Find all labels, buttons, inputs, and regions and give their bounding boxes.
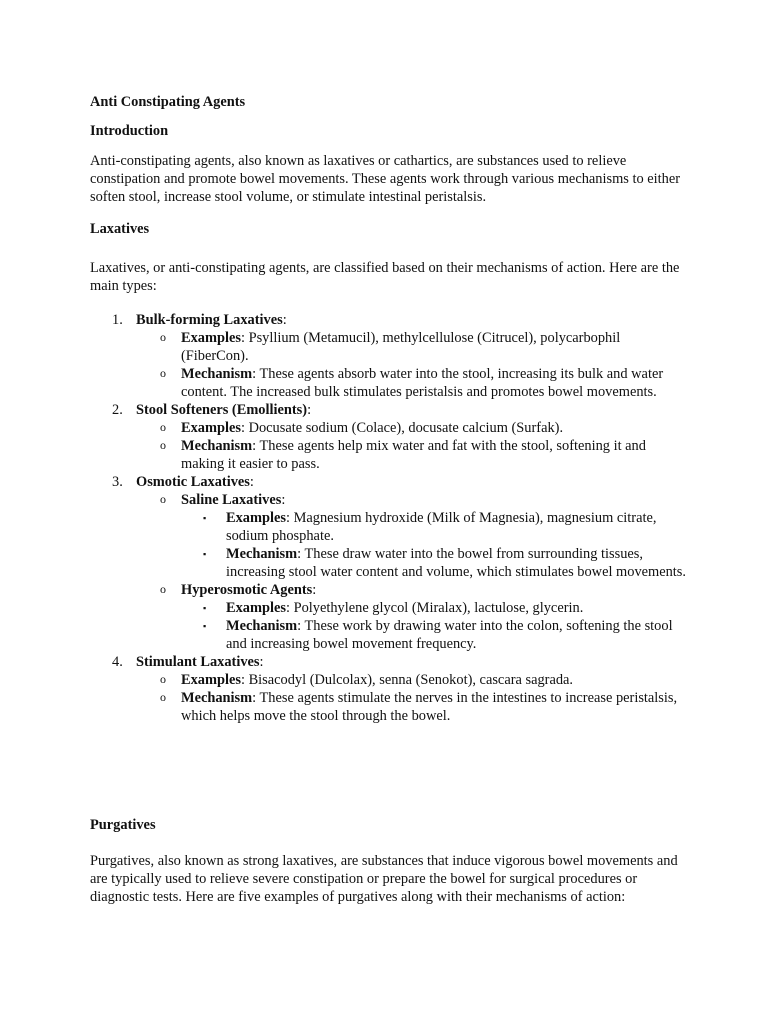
square-bullet-icon: ▪ — [203, 621, 207, 631]
list-item — [90, 599, 690, 617]
list-item — [90, 437, 690, 473]
square-bullet-icon: ▪ — [203, 549, 207, 559]
type-name: Stool Softeners (Emollients) — [136, 402, 308, 418]
subtype-name: Saline Laxatives — [181, 492, 282, 508]
examples-label: Examples — [226, 600, 286, 616]
list-item — [90, 581, 690, 599]
list-item — [90, 671, 690, 689]
mechanism-label: Mechanism — [226, 618, 298, 634]
circle-bullet-icon: o — [160, 492, 166, 506]
circle-bullet-icon: o — [160, 366, 166, 380]
laxative-types-list — [90, 311, 690, 725]
list-number: 4. — [112, 654, 123, 670]
square-bullet-icon: ▪ — [203, 513, 207, 523]
laxatives-paragraph: Laxatives, or anti-constipating agents, are classified based on their mechanisms of action. Here are the main types: — [90, 260, 680, 294]
mechanism-text: : These agents help mix water and fat with the stool, softening it and making it easier to pass. — [181, 438, 646, 472]
colon: : — [312, 582, 317, 598]
list-item — [90, 311, 690, 329]
colon: : — [307, 402, 312, 418]
purgatives-paragraph: Purgatives, also known as strong laxatives, are substances that induce vigorous bowel movements and are typically used to relieve severe constipation or prepare the bowel for surgical procedures or diagnostic tests. Here are five examples of purgatives along with their mechanisms of action: — [90, 853, 678, 905]
mechanism-label: Mechanism — [181, 366, 253, 382]
circle-bullet-icon: o — [160, 330, 166, 344]
list-item — [90, 401, 690, 419]
examples-text: : Psyllium (Metamucil), methylcellulose (Citrucel), polycarbophil (FiberCon). — [181, 330, 621, 364]
list-item — [90, 329, 690, 365]
circle-bullet-icon: o — [160, 690, 166, 704]
list-number: 2. — [112, 402, 123, 418]
type-name: Stimulant Laxatives — [136, 654, 260, 670]
colon: : — [282, 312, 287, 328]
mechanism-label: Mechanism — [181, 690, 253, 706]
mechanism-label: Mechanism — [181, 438, 253, 454]
examples-text: : Docusate sodium (Colace), docusate calcium (Surfak). — [240, 420, 564, 436]
mechanism-text: : These work by drawing water into the colon, softening the stool and increasing bowel movement frequency. — [226, 618, 673, 652]
circle-bullet-icon: o — [160, 672, 166, 686]
list-item — [90, 545, 690, 581]
purgatives-heading: Purgatives — [90, 817, 156, 833]
examples-label: Examples — [226, 510, 286, 526]
list-item — [90, 509, 690, 545]
list-item — [90, 689, 690, 725]
list-item — [90, 617, 690, 653]
examples-text: : Bisacodyl (Dulcolax), senna (Senokot), cascara sagrada. — [240, 672, 574, 688]
document-title: Anti Constipating Agents — [90, 94, 246, 110]
introduction-heading: Introduction — [90, 123, 169, 139]
circle-bullet-icon: o — [160, 420, 166, 434]
examples-label: Examples — [181, 672, 241, 688]
colon: : — [281, 492, 286, 508]
list-number: 3. — [112, 474, 123, 490]
circle-bullet-icon: o — [160, 582, 166, 596]
list-item — [90, 473, 690, 491]
list-number: 1. — [112, 312, 123, 328]
mechanism-text: : These draw water into the bowel from surrounding tissues, increasing stool water content and volume, which stimulates bowel movements. — [226, 546, 686, 580]
list-item — [90, 653, 690, 671]
examples-label: Examples — [181, 330, 241, 346]
mechanism-label: Mechanism — [226, 546, 298, 562]
subtype-name: Hyperosmotic Agents — [181, 582, 313, 598]
type-name: Osmotic Laxatives — [136, 474, 250, 490]
examples-text: : Magnesium hydroxide (Milk of Magnesia), magnesium citrate, sodium phosphate. — [226, 510, 657, 544]
mechanism-text: : These agents absorb water into the stool, increasing its bulk and water content. The increased bulk stimulates peristalsis and promotes bowel movements. — [181, 366, 664, 400]
laxatives-heading: Laxatives — [90, 221, 150, 237]
square-bullet-icon: ▪ — [203, 603, 207, 613]
colon: : — [259, 654, 264, 670]
mechanism-text: : These agents stimulate the nerves in the intestines to increase peristalsis, which helps move the stool through the bowel. — [181, 690, 678, 724]
list-item — [90, 365, 690, 401]
circle-bullet-icon: o — [160, 438, 166, 452]
colon: : — [249, 474, 254, 490]
introduction-paragraph: Anti-constipating agents, also known as laxatives or cathartics, are substances used to relieve constipation and promote bowel movements. These agents work through various mechanisms to either soften stool, increase stool volume, or stimulate intestinal peristalsis. — [90, 153, 681, 205]
list-item — [90, 419, 690, 437]
examples-label: Examples — [181, 420, 241, 436]
type-name: Bulk-forming Laxatives — [136, 312, 283, 328]
examples-text: : Polyethylene glycol (Miralax), lactulose, glycerin. — [285, 600, 584, 616]
list-item — [90, 491, 690, 509]
